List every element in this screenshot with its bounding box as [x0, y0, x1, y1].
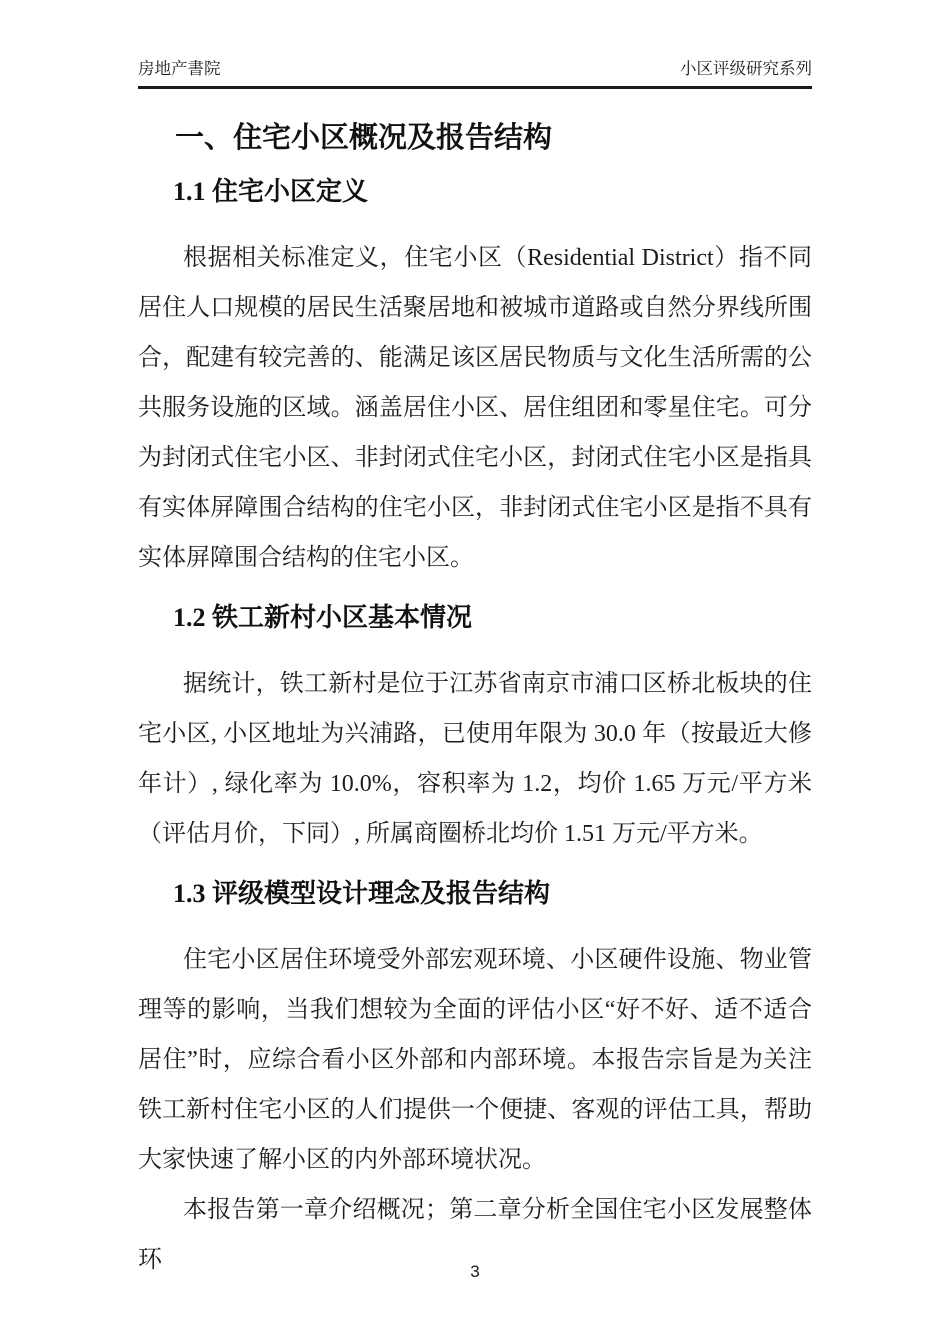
- paragraph-definition: 根据相关标准定义，住宅小区（Residential District）指不同居住人口规模的居民生活聚居地和被城市道路或自然分界线所围合，配建有较完善的、能满足该区居民物质与文化生活所需的公共服务设施的区域。涵盖居住小区、居住组团和零星住宅。可分为封闭式住宅小区、非封闭式住宅小区，封闭式住宅小区是指具有实体屏障围合结构的住宅小区，非封闭式住宅小区是指不具有实体屏障围合结构的住宅小区。: [138, 245, 812, 572]
- header-right-text: 小区评级研究系列: [680, 60, 812, 78]
- section-heading-1-2: 1.2 铁工新村小区基本情况: [173, 603, 473, 633]
- paragraph-basic-info: 据统计，铁工新村是位于江苏省南京市浦口区桥北板块的住宅小区, 小区地址为兴浦路，已使用年限为 30.0 年（按最近大修年计）, 绿化率为 10.0%，容积率为 1.2，均价 1.65 万元/平方米（评估月价，下同）, 所属商圈桥北均价 1.51 万元/平方米。: [138, 671, 812, 848]
- chapter-title: 一、住宅小区概况及报告结构: [175, 121, 553, 154]
- section-heading-1-3: 1.3 评级模型设计理念及报告结构: [173, 879, 551, 909]
- page-header: [138, 0, 812, 89]
- section-heading-1-1: 1.1 住宅小区定义: [173, 177, 369, 207]
- paragraph-report-structure: 本报告第一章介绍概况；第二章分析全国住宅小区发展整体环: [138, 1196, 812, 1273]
- header-left-text: 房地产書院: [138, 60, 221, 78]
- page-footer: [0, 1262, 950, 1282]
- paragraph-model-concept: 住宅小区居住环境受外部宏观环境、小区硬件设施、物业管理等的影响，当我们想较为全面的评估小区“好不好、适不适合居住”时，应综合看小区外部和内部环境。本报告宗旨是为关注铁工新村住宅小区的人们提供一个便捷、客观的评估工具，帮助大家快速了解小区的内外部环境状况。: [138, 946, 812, 1173]
- page-number: 3: [470, 1262, 480, 1281]
